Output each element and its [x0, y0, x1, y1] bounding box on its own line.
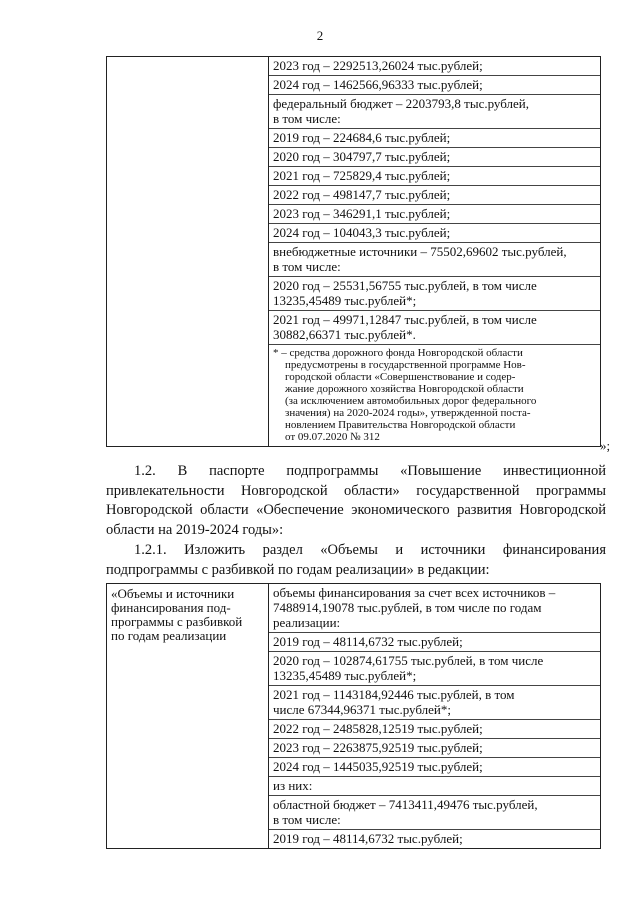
- footnote: * – средства дорожного фонда Новгородской области предусмотрены в государственной программе Нов- городской области «Совершенствование и содер- жание дорожного хозяйства Новгородской области (за исключением автомобильных дорог федерального значения) на 2020-2024 годы», утвержденной поста- новлением Правительства Новгородской области от 09.07.2020 № 312: [273, 347, 537, 443]
- federal-year-row: 2024 год – 104043,3 тыс.рублей;: [269, 224, 600, 243]
- section-values-cell: [269, 584, 601, 849]
- year-row: 2023 год – 2292513,26024 тыс.рублей;: [269, 57, 600, 76]
- funding-table-continued: [106, 56, 601, 447]
- federal-year-row: 2023 год – 346291,1 тыс.рублей;: [269, 205, 600, 224]
- federal-year-row: 2022 год – 498147,7 тыс.рублей;: [269, 186, 600, 205]
- year-row: 2022 год – 2485828,12519 тыс.рублей;: [269, 720, 600, 739]
- federal-year-row: 2019 год – 224684,6 тыс.рублей;: [269, 129, 600, 148]
- closing-quote: »;: [600, 438, 611, 453]
- year-row: 2024 год – 1462566,96333 тыс.рублей;: [269, 76, 600, 95]
- section-label-cell: [107, 584, 269, 849]
- federal-year-row: 2020 год – 304797,7 тыс.рублей;: [269, 148, 600, 167]
- section-label: «Объемы и источники финансирования под- программы с разбивкой по годам реализации: [111, 586, 243, 643]
- year-row: 2020 год – 102874,61755 тыс.рублей, в том числе 13235,45489 тыс.рублей*;: [269, 652, 600, 686]
- right-values-cell: [269, 57, 601, 447]
- extrabudgetary-year-row: 2021 год – 49971,12847 тыс.рублей, в том числе 30882,66371 тыс.рублей*.: [269, 311, 600, 345]
- federal-budget-header: федеральный бюджет – 2203793,8 тыс.рублей, в том числе:: [269, 95, 600, 129]
- total-funding: объемы финансирования за счет всех источников – 7488914,19078 тыс.рублей, в том числе по годам реализации:: [269, 584, 600, 633]
- page-number: 2: [316, 28, 324, 43]
- funding-volumes-table: [106, 583, 601, 849]
- year-row: 2021 год – 1143184,92446 тыс.рублей, в том числе 67344,96371 тыс.рублей*;: [269, 686, 600, 720]
- year-row: 2019 год – 48114,6732 тыс.рублей;: [269, 633, 600, 652]
- paragraph-1-2-1: 1.2.1. Изложить раздел «Объемы и источники финансирования подпрограммы с разбивкой по годам реализации» в редакции:: [106, 542, 606, 578]
- regional-budget-header: областной бюджет – 7413411,49476 тыс.рублей, в том числе:: [269, 796, 600, 830]
- year-row: 2024 год – 1445035,92519 тыс.рублей;: [269, 758, 600, 777]
- regional-year-row: 2019 год – 48114,6732 тыс.рублей;: [273, 831, 463, 846]
- extrabudgetary-header: внебюджетные источники – 75502,69602 тыс.рублей, в том числе:: [269, 243, 600, 277]
- federal-year-row: 2021 год – 725829,4 тыс.рублей;: [269, 167, 600, 186]
- left-empty-cell: [107, 57, 269, 447]
- extrabudgetary-year-row: 2020 год – 25531,56755 тыс.рублей, в том числе 13235,45489 тыс.рублей*;: [269, 277, 600, 311]
- year-row: 2023 год – 2263875,92519 тыс.рублей;: [269, 739, 600, 758]
- of-which-label: из них:: [269, 777, 600, 796]
- paragraph-1-2: 1.2. В паспорте подпрограммы «Повышение инвестиционной привлекательности Новгородской области» государственной программы Новгородской области «Обеспечение экономического развития Новгородской области на 2019-2024 годы»:: [106, 463, 606, 538]
